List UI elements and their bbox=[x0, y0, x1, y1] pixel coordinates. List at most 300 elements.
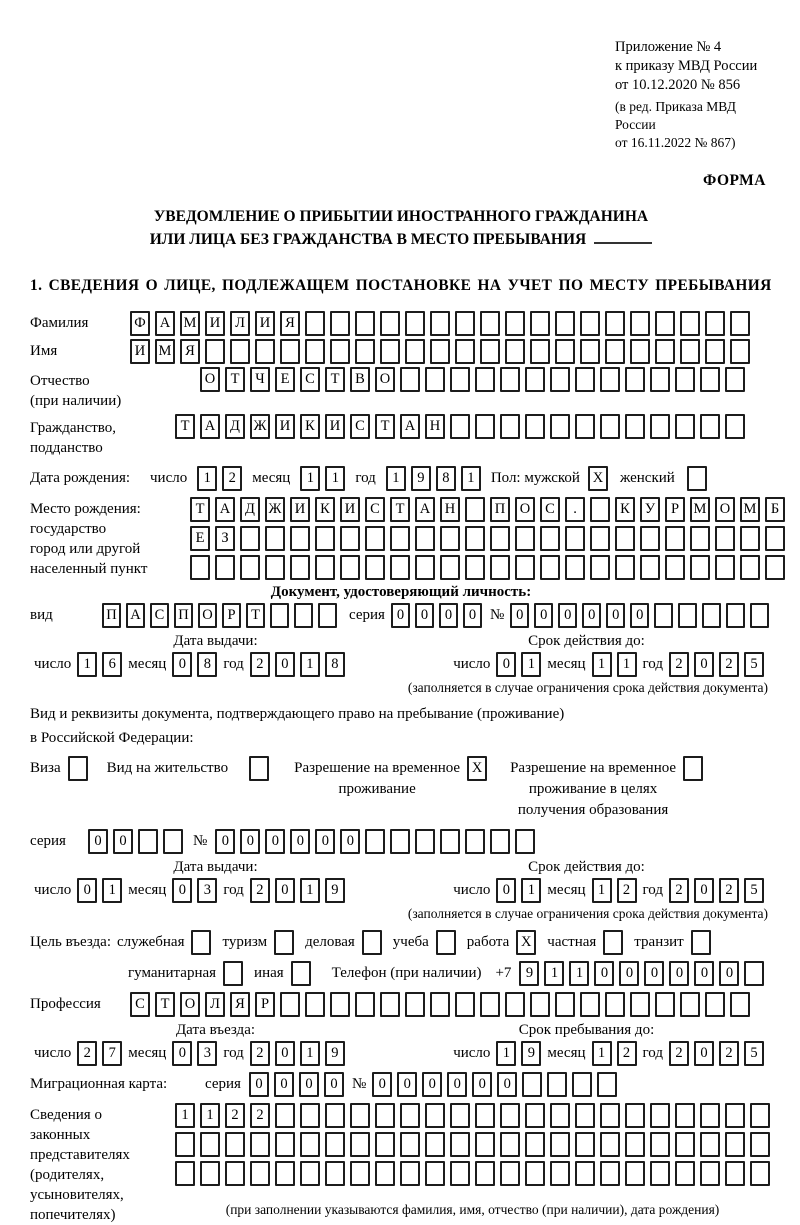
form-cell[interactable]: А bbox=[415, 497, 435, 522]
form-cell[interactable] bbox=[730, 311, 750, 336]
form-cell[interactable]: 0 bbox=[275, 1041, 295, 1066]
form-cell[interactable] bbox=[550, 1103, 570, 1128]
form-cell[interactable]: Ж bbox=[250, 414, 270, 439]
form-cell[interactable]: З bbox=[215, 526, 235, 551]
form-cell[interactable] bbox=[765, 526, 785, 551]
form-cell[interactable] bbox=[380, 992, 400, 1017]
form-cell[interactable] bbox=[430, 992, 450, 1017]
form-cell[interactable] bbox=[200, 1161, 220, 1186]
form-cell[interactable]: М bbox=[690, 497, 710, 522]
form-cell[interactable]: Т bbox=[155, 992, 175, 1017]
form-cell[interactable] bbox=[400, 367, 420, 392]
form-cell[interactable]: О bbox=[198, 603, 217, 628]
form-cell[interactable] bbox=[600, 1161, 620, 1186]
form-cell[interactable] bbox=[525, 414, 545, 439]
form-cell[interactable]: 0 bbox=[582, 603, 601, 628]
form-cell[interactable]: И bbox=[205, 311, 225, 336]
form-cell[interactable] bbox=[675, 367, 695, 392]
form-cell[interactable] bbox=[690, 526, 710, 551]
form-cell[interactable]: 1 bbox=[300, 878, 320, 903]
form-cell[interactable] bbox=[705, 992, 725, 1017]
form-cell[interactable] bbox=[702, 603, 721, 628]
form-cell[interactable] bbox=[190, 555, 210, 580]
form-cell[interactable] bbox=[725, 1132, 745, 1157]
form-cell[interactable]: Т bbox=[390, 497, 410, 522]
form-cell[interactable] bbox=[490, 829, 510, 854]
form-cell[interactable] bbox=[530, 339, 550, 364]
form-cell[interactable]: Е bbox=[275, 367, 295, 392]
form-cell[interactable] bbox=[68, 756, 88, 781]
form-cell[interactable]: 0 bbox=[397, 1072, 417, 1097]
form-cell[interactable]: 9 bbox=[325, 1041, 345, 1066]
form-cell[interactable] bbox=[550, 414, 570, 439]
form-cell[interactable] bbox=[650, 414, 670, 439]
form-cell[interactable]: 1 bbox=[386, 466, 406, 491]
form-cell[interactable] bbox=[200, 1132, 220, 1157]
form-cell[interactable]: Б bbox=[765, 497, 785, 522]
form-cell[interactable] bbox=[655, 339, 675, 364]
form-cell[interactable] bbox=[640, 555, 660, 580]
form-cell[interactable] bbox=[744, 961, 764, 986]
form-cell[interactable] bbox=[350, 1132, 370, 1157]
form-cell[interactable] bbox=[280, 339, 300, 364]
form-cell[interactable]: М bbox=[180, 311, 200, 336]
form-cell[interactable] bbox=[375, 1103, 395, 1128]
form-cell[interactable]: 1 bbox=[77, 652, 97, 677]
form-cell[interactable] bbox=[350, 1161, 370, 1186]
form-cell[interactable] bbox=[505, 992, 525, 1017]
form-cell[interactable] bbox=[575, 1161, 595, 1186]
form-cell[interactable] bbox=[375, 1132, 395, 1157]
form-cell[interactable]: П bbox=[490, 497, 510, 522]
form-cell[interactable]: 0 bbox=[422, 1072, 442, 1097]
form-cell[interactable] bbox=[630, 311, 650, 336]
form-cell[interactable]: 1 bbox=[461, 466, 481, 491]
form-cell[interactable]: Р bbox=[222, 603, 241, 628]
form-cell[interactable]: 0 bbox=[558, 603, 577, 628]
form-cell[interactable] bbox=[625, 414, 645, 439]
form-cell[interactable]: 3 bbox=[197, 878, 217, 903]
form-cell[interactable]: 2 bbox=[719, 1041, 739, 1066]
form-cell[interactable] bbox=[475, 1161, 495, 1186]
form-cell[interactable]: 8 bbox=[436, 466, 456, 491]
form-cell[interactable]: А bbox=[126, 603, 145, 628]
form-cell[interactable] bbox=[355, 992, 375, 1017]
form-cell[interactable] bbox=[300, 1161, 320, 1186]
form-cell[interactable] bbox=[625, 1132, 645, 1157]
form-cell[interactable] bbox=[665, 526, 685, 551]
form-cell[interactable] bbox=[730, 992, 750, 1017]
form-cell[interactable]: 1 bbox=[300, 1041, 320, 1066]
form-cell[interactable] bbox=[590, 526, 610, 551]
form-cell[interactable] bbox=[325, 1161, 345, 1186]
form-cell[interactable] bbox=[603, 930, 623, 955]
form-cell[interactable] bbox=[300, 1103, 320, 1128]
form-cell[interactable]: Т bbox=[190, 497, 210, 522]
form-cell[interactable]: 1 bbox=[300, 466, 320, 491]
form-cell[interactable]: В bbox=[350, 367, 370, 392]
form-cell[interactable] bbox=[525, 1161, 545, 1186]
form-cell[interactable] bbox=[290, 555, 310, 580]
form-cell[interactable]: 2 bbox=[250, 1103, 270, 1128]
form-cell[interactable] bbox=[330, 311, 350, 336]
form-cell[interactable]: 0 bbox=[275, 652, 295, 677]
form-cell[interactable]: И bbox=[130, 339, 150, 364]
form-cell[interactable] bbox=[625, 367, 645, 392]
form-cell[interactable] bbox=[355, 339, 375, 364]
form-cell[interactable]: И bbox=[290, 497, 310, 522]
form-cell[interactable] bbox=[240, 555, 260, 580]
form-cell[interactable]: С bbox=[300, 367, 320, 392]
form-cell[interactable] bbox=[405, 339, 425, 364]
form-cell[interactable]: 1 bbox=[200, 1103, 220, 1128]
form-cell[interactable] bbox=[318, 603, 337, 628]
form-cell[interactable] bbox=[700, 1132, 720, 1157]
form-cell[interactable] bbox=[315, 526, 335, 551]
form-cell[interactable] bbox=[325, 1132, 345, 1157]
form-cell[interactable] bbox=[730, 339, 750, 364]
form-cell[interactable]: 2 bbox=[617, 1041, 637, 1066]
form-cell[interactable]: М bbox=[155, 339, 175, 364]
form-cell[interactable] bbox=[380, 339, 400, 364]
form-cell[interactable] bbox=[450, 414, 470, 439]
form-cell[interactable] bbox=[515, 526, 535, 551]
form-cell[interactable] bbox=[600, 367, 620, 392]
form-cell[interactable] bbox=[330, 992, 350, 1017]
form-cell[interactable]: Л bbox=[230, 311, 250, 336]
form-cell[interactable]: 1 bbox=[592, 878, 612, 903]
form-cell[interactable] bbox=[400, 1161, 420, 1186]
form-cell[interactable]: 1 bbox=[592, 652, 612, 677]
form-cell[interactable]: 0 bbox=[172, 1041, 192, 1066]
form-cell[interactable]: 0 bbox=[372, 1072, 392, 1097]
form-cell[interactable]: Я bbox=[230, 992, 250, 1017]
form-cell[interactable]: 0 bbox=[315, 829, 335, 854]
form-cell[interactable] bbox=[680, 992, 700, 1017]
form-cell[interactable] bbox=[305, 339, 325, 364]
form-cell[interactable] bbox=[650, 1161, 670, 1186]
form-cell[interactable] bbox=[280, 992, 300, 1017]
form-cell[interactable] bbox=[249, 756, 269, 781]
form-cell[interactable] bbox=[590, 555, 610, 580]
form-cell[interactable] bbox=[565, 526, 585, 551]
form-cell[interactable]: 1 bbox=[569, 961, 589, 986]
form-cell[interactable]: 2 bbox=[250, 878, 270, 903]
form-cell[interactable] bbox=[540, 555, 560, 580]
form-cell[interactable] bbox=[765, 555, 785, 580]
form-cell[interactable]: О bbox=[715, 497, 735, 522]
form-cell[interactable] bbox=[740, 526, 760, 551]
form-cell[interactable] bbox=[480, 992, 500, 1017]
form-cell[interactable] bbox=[294, 603, 313, 628]
form-cell[interactable]: 0 bbox=[694, 878, 714, 903]
form-cell[interactable] bbox=[425, 1103, 445, 1128]
form-cell[interactable]: 0 bbox=[694, 961, 714, 986]
form-cell[interactable] bbox=[687, 466, 707, 491]
form-cell[interactable] bbox=[600, 1132, 620, 1157]
form-cell[interactable]: 0 bbox=[265, 829, 285, 854]
form-cell[interactable]: 2 bbox=[719, 652, 739, 677]
form-cell[interactable] bbox=[540, 526, 560, 551]
form-cell[interactable] bbox=[600, 1103, 620, 1128]
form-cell[interactable] bbox=[605, 339, 625, 364]
form-cell[interactable] bbox=[455, 339, 475, 364]
form-cell[interactable] bbox=[440, 829, 460, 854]
form-cell[interactable]: X bbox=[516, 930, 536, 955]
form-cell[interactable]: Е bbox=[190, 526, 210, 551]
form-cell[interactable] bbox=[305, 992, 325, 1017]
form-cell[interactable] bbox=[565, 555, 585, 580]
form-cell[interactable]: У bbox=[640, 497, 660, 522]
form-cell[interactable]: 2 bbox=[77, 1041, 97, 1066]
form-cell[interactable] bbox=[505, 339, 525, 364]
form-cell[interactable]: Д bbox=[225, 414, 245, 439]
form-cell[interactable]: 5 bbox=[744, 652, 764, 677]
form-cell[interactable]: О bbox=[375, 367, 395, 392]
form-cell[interactable]: 1 bbox=[496, 1041, 516, 1066]
form-cell[interactable]: 1 bbox=[300, 652, 320, 677]
form-cell[interactable] bbox=[315, 555, 335, 580]
form-cell[interactable] bbox=[575, 1103, 595, 1128]
form-cell[interactable]: О bbox=[180, 992, 200, 1017]
form-cell[interactable] bbox=[500, 414, 520, 439]
form-cell[interactable]: 9 bbox=[521, 1041, 541, 1066]
form-cell[interactable] bbox=[300, 1132, 320, 1157]
form-cell[interactable] bbox=[191, 930, 211, 955]
form-cell[interactable] bbox=[425, 1132, 445, 1157]
form-cell[interactable] bbox=[291, 961, 311, 986]
form-cell[interactable]: А bbox=[215, 497, 235, 522]
form-cell[interactable] bbox=[475, 1132, 495, 1157]
form-cell[interactable]: И bbox=[340, 497, 360, 522]
form-cell[interactable] bbox=[475, 1103, 495, 1128]
form-cell[interactable] bbox=[265, 555, 285, 580]
form-cell[interactable]: 0 bbox=[391, 603, 410, 628]
form-cell[interactable]: 1 bbox=[617, 652, 637, 677]
form-cell[interactable] bbox=[700, 1103, 720, 1128]
form-cell[interactable] bbox=[655, 311, 675, 336]
form-cell[interactable]: 0 bbox=[606, 603, 625, 628]
form-cell[interactable]: 0 bbox=[644, 961, 664, 986]
form-cell[interactable] bbox=[550, 367, 570, 392]
form-cell[interactable] bbox=[675, 414, 695, 439]
form-cell[interactable]: 9 bbox=[411, 466, 431, 491]
form-cell[interactable] bbox=[440, 555, 460, 580]
form-cell[interactable] bbox=[580, 992, 600, 1017]
form-cell[interactable]: 7 bbox=[102, 1041, 122, 1066]
form-cell[interactable] bbox=[390, 829, 410, 854]
form-cell[interactable] bbox=[415, 526, 435, 551]
form-cell[interactable] bbox=[572, 1072, 592, 1097]
form-cell[interactable] bbox=[250, 1132, 270, 1157]
form-cell[interactable] bbox=[650, 1132, 670, 1157]
form-cell[interactable]: О bbox=[200, 367, 220, 392]
form-cell[interactable] bbox=[525, 367, 545, 392]
form-cell[interactable]: К bbox=[615, 497, 635, 522]
form-cell[interactable] bbox=[270, 603, 289, 628]
form-cell[interactable] bbox=[680, 339, 700, 364]
form-cell[interactable]: 0 bbox=[215, 829, 235, 854]
form-cell[interactable] bbox=[340, 555, 360, 580]
form-cell[interactable]: Ж bbox=[265, 497, 285, 522]
form-cell[interactable]: 0 bbox=[594, 961, 614, 986]
form-cell[interactable]: К bbox=[300, 414, 320, 439]
form-cell[interactable]: Т bbox=[175, 414, 195, 439]
form-cell[interactable] bbox=[480, 339, 500, 364]
form-cell[interactable]: 0 bbox=[172, 878, 192, 903]
form-cell[interactable]: П bbox=[174, 603, 193, 628]
form-cell[interactable] bbox=[522, 1072, 542, 1097]
form-cell[interactable] bbox=[597, 1072, 617, 1097]
form-cell[interactable] bbox=[465, 526, 485, 551]
form-cell[interactable] bbox=[340, 526, 360, 551]
form-cell[interactable] bbox=[600, 414, 620, 439]
form-cell[interactable]: 2 bbox=[669, 1041, 689, 1066]
form-cell[interactable]: 0 bbox=[274, 1072, 294, 1097]
form-cell[interactable] bbox=[750, 603, 769, 628]
form-cell[interactable]: П bbox=[102, 603, 121, 628]
form-cell[interactable] bbox=[605, 992, 625, 1017]
form-cell[interactable] bbox=[725, 414, 745, 439]
form-cell[interactable] bbox=[275, 1132, 295, 1157]
form-cell[interactable]: Т bbox=[375, 414, 395, 439]
form-cell[interactable] bbox=[223, 961, 243, 986]
form-cell[interactable]: 0 bbox=[472, 1072, 492, 1097]
form-cell[interactable]: 0 bbox=[496, 652, 516, 677]
form-cell[interactable]: Т bbox=[225, 367, 245, 392]
form-cell[interactable] bbox=[350, 1103, 370, 1128]
form-cell[interactable] bbox=[630, 992, 650, 1017]
form-cell[interactable]: 1 bbox=[521, 652, 541, 677]
form-cell[interactable] bbox=[465, 555, 485, 580]
form-cell[interactable]: 1 bbox=[102, 878, 122, 903]
form-cell[interactable] bbox=[405, 311, 425, 336]
form-cell[interactable]: Р bbox=[255, 992, 275, 1017]
form-cell[interactable] bbox=[665, 555, 685, 580]
form-cell[interactable] bbox=[547, 1072, 567, 1097]
form-cell[interactable]: 0 bbox=[447, 1072, 467, 1097]
form-cell[interactable] bbox=[450, 1103, 470, 1128]
form-cell[interactable] bbox=[700, 414, 720, 439]
form-cell[interactable] bbox=[425, 1161, 445, 1186]
form-cell[interactable] bbox=[675, 1103, 695, 1128]
form-cell[interactable] bbox=[525, 1132, 545, 1157]
form-cell[interactable] bbox=[575, 367, 595, 392]
form-cell[interactable] bbox=[305, 311, 325, 336]
form-cell[interactable]: А bbox=[155, 311, 175, 336]
form-cell[interactable]: X bbox=[588, 466, 608, 491]
form-cell[interactable]: 0 bbox=[510, 603, 529, 628]
form-cell[interactable]: 5 bbox=[744, 1041, 764, 1066]
form-cell[interactable] bbox=[225, 1161, 245, 1186]
form-cell[interactable]: 0 bbox=[719, 961, 739, 986]
form-cell[interactable]: 2 bbox=[617, 878, 637, 903]
form-cell[interactable]: Ч bbox=[250, 367, 270, 392]
form-cell[interactable]: 0 bbox=[463, 603, 482, 628]
form-cell[interactable] bbox=[163, 829, 183, 854]
form-cell[interactable] bbox=[330, 339, 350, 364]
form-cell[interactable] bbox=[225, 1132, 245, 1157]
form-cell[interactable] bbox=[465, 829, 485, 854]
form-cell[interactable] bbox=[430, 339, 450, 364]
form-cell[interactable] bbox=[740, 555, 760, 580]
form-cell[interactable] bbox=[605, 311, 625, 336]
form-cell[interactable]: 1 bbox=[175, 1103, 195, 1128]
form-cell[interactable] bbox=[625, 1103, 645, 1128]
form-cell[interactable] bbox=[365, 829, 385, 854]
form-cell[interactable] bbox=[715, 526, 735, 551]
form-cell[interactable] bbox=[654, 603, 673, 628]
form-cell[interactable] bbox=[390, 555, 410, 580]
form-cell[interactable] bbox=[455, 311, 475, 336]
form-cell[interactable] bbox=[475, 367, 495, 392]
form-cell[interactable] bbox=[425, 367, 445, 392]
form-cell[interactable]: 0 bbox=[694, 652, 714, 677]
form-cell[interactable] bbox=[750, 1103, 770, 1128]
form-cell[interactable] bbox=[265, 526, 285, 551]
form-cell[interactable] bbox=[240, 526, 260, 551]
form-cell[interactable]: 0 bbox=[340, 829, 360, 854]
form-cell[interactable] bbox=[700, 367, 720, 392]
form-cell[interactable] bbox=[365, 555, 385, 580]
form-cell[interactable]: 1 bbox=[521, 878, 541, 903]
form-cell[interactable] bbox=[475, 414, 495, 439]
form-cell[interactable]: 2 bbox=[222, 466, 242, 491]
form-cell[interactable] bbox=[680, 311, 700, 336]
form-cell[interactable] bbox=[255, 339, 275, 364]
form-cell[interactable]: Н bbox=[425, 414, 445, 439]
form-cell[interactable]: Т bbox=[325, 367, 345, 392]
form-cell[interactable] bbox=[555, 311, 575, 336]
form-cell[interactable]: 0 bbox=[88, 829, 108, 854]
form-cell[interactable] bbox=[450, 1132, 470, 1157]
form-cell[interactable] bbox=[625, 1161, 645, 1186]
form-cell[interactable]: 0 bbox=[619, 961, 639, 986]
form-cell[interactable]: М bbox=[740, 497, 760, 522]
form-cell[interactable]: 0 bbox=[669, 961, 689, 986]
form-cell[interactable] bbox=[683, 756, 703, 781]
form-cell[interactable] bbox=[530, 311, 550, 336]
form-cell[interactable]: С bbox=[130, 992, 150, 1017]
form-cell[interactable]: 9 bbox=[325, 878, 345, 903]
form-cell[interactable] bbox=[490, 555, 510, 580]
form-cell[interactable] bbox=[290, 526, 310, 551]
form-cell[interactable]: 9 bbox=[519, 961, 539, 986]
form-cell[interactable]: К bbox=[315, 497, 335, 522]
form-cell[interactable] bbox=[325, 1103, 345, 1128]
form-cell[interactable]: О bbox=[515, 497, 535, 522]
form-cell[interactable] bbox=[675, 1132, 695, 1157]
form-cell[interactable]: 0 bbox=[496, 878, 516, 903]
form-cell[interactable] bbox=[650, 1103, 670, 1128]
form-cell[interactable] bbox=[274, 930, 294, 955]
form-cell[interactable]: 0 bbox=[240, 829, 260, 854]
form-cell[interactable]: 0 bbox=[299, 1072, 319, 1097]
form-cell[interactable]: С bbox=[365, 497, 385, 522]
form-cell[interactable] bbox=[725, 1161, 745, 1186]
form-cell[interactable] bbox=[590, 497, 610, 522]
form-cell[interactable] bbox=[415, 555, 435, 580]
form-cell[interactable] bbox=[580, 339, 600, 364]
form-cell[interactable] bbox=[380, 311, 400, 336]
form-cell[interactable] bbox=[705, 311, 725, 336]
form-cell[interactable] bbox=[700, 1161, 720, 1186]
form-cell[interactable]: . bbox=[565, 497, 585, 522]
form-cell[interactable]: X bbox=[467, 756, 487, 781]
form-cell[interactable] bbox=[715, 555, 735, 580]
form-cell[interactable] bbox=[500, 367, 520, 392]
form-cell[interactable]: А bbox=[400, 414, 420, 439]
